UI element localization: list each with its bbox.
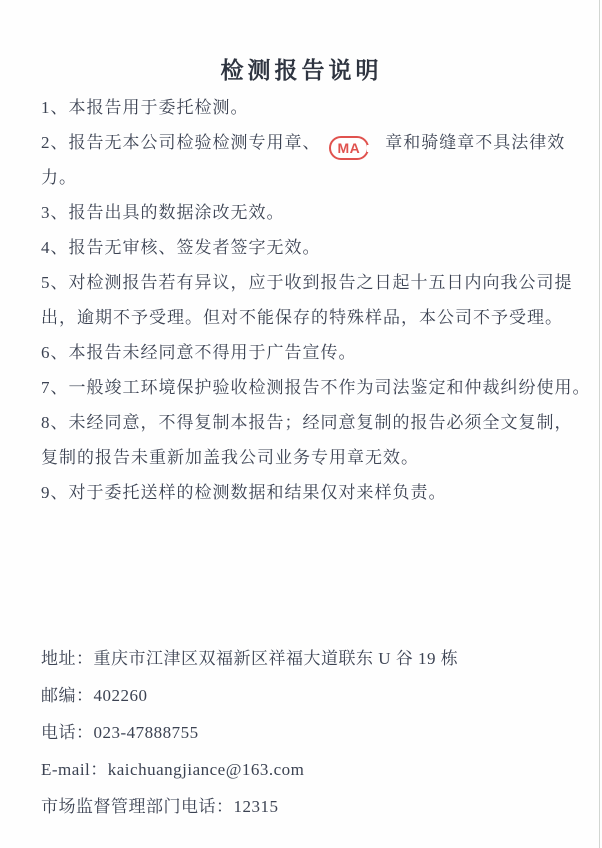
contact-postal-code: 邮编：402260 <box>41 686 148 705</box>
note-line-4: 4、报告无审核、签发者签字无效。 <box>41 238 321 257</box>
note-2-text-after-stamp: 章和骑缝章不具法律效 <box>385 133 566 152</box>
note-line-3: 3、报告出具的数据涂改无效。 <box>41 203 285 222</box>
note-line-9: 9、对于委托送样的检测数据和结果仅对来样负责。 <box>41 483 447 502</box>
note-line-8: 8、未经同意，不得复制本报告；经同意复制的报告必须全文复制， <box>41 413 573 432</box>
cma-stamp-label: MA <box>337 140 361 156</box>
note-line-2 <box>41 125 566 160</box>
contact-block <box>41 640 562 825</box>
note-line-5: 5、对检测报告若有异议，应于收到报告之日起十五日内向我公司提 <box>41 273 573 292</box>
note-line-7: 7、一般竣工环境保护验收检测报告不作为司法鉴定和仲裁纠纷使用。 <box>41 378 591 397</box>
note-line-6: 6、本报告未经同意不得用于广告宣传。 <box>41 343 357 362</box>
note-2-text-before-stamp: 2、报告无本公司检验检测专用章、 <box>41 133 321 152</box>
contact-email: E-mail：kaichuangjiance@163.com <box>41 760 305 779</box>
page-title: 检测报告说明 <box>220 58 383 83</box>
notes-list <box>41 90 591 510</box>
contact-address: 地址：重庆市江津区双福新区祥福大道联东 U 谷 19 栋 <box>41 649 459 668</box>
contact-phone: 电话：023-47888755 <box>41 723 199 742</box>
note-line-8-wrap: 复制的报告未重新加盖我公司业务专用章无效。 <box>41 448 419 467</box>
note-line-2-wrap: 力。 <box>41 168 77 187</box>
contact-market-supervision-phone: 市场监督管理部门电话：12315 <box>41 797 279 816</box>
note-line-1: 1、本报告用于委托检测。 <box>41 98 249 117</box>
scan-edge-artifact <box>599 0 600 848</box>
note-line-5-wrap: 出，逾期不予受理。但对不能保存的特殊样品，本公司不予受理。 <box>41 308 563 327</box>
cma-stamp-icon <box>329 136 370 160</box>
